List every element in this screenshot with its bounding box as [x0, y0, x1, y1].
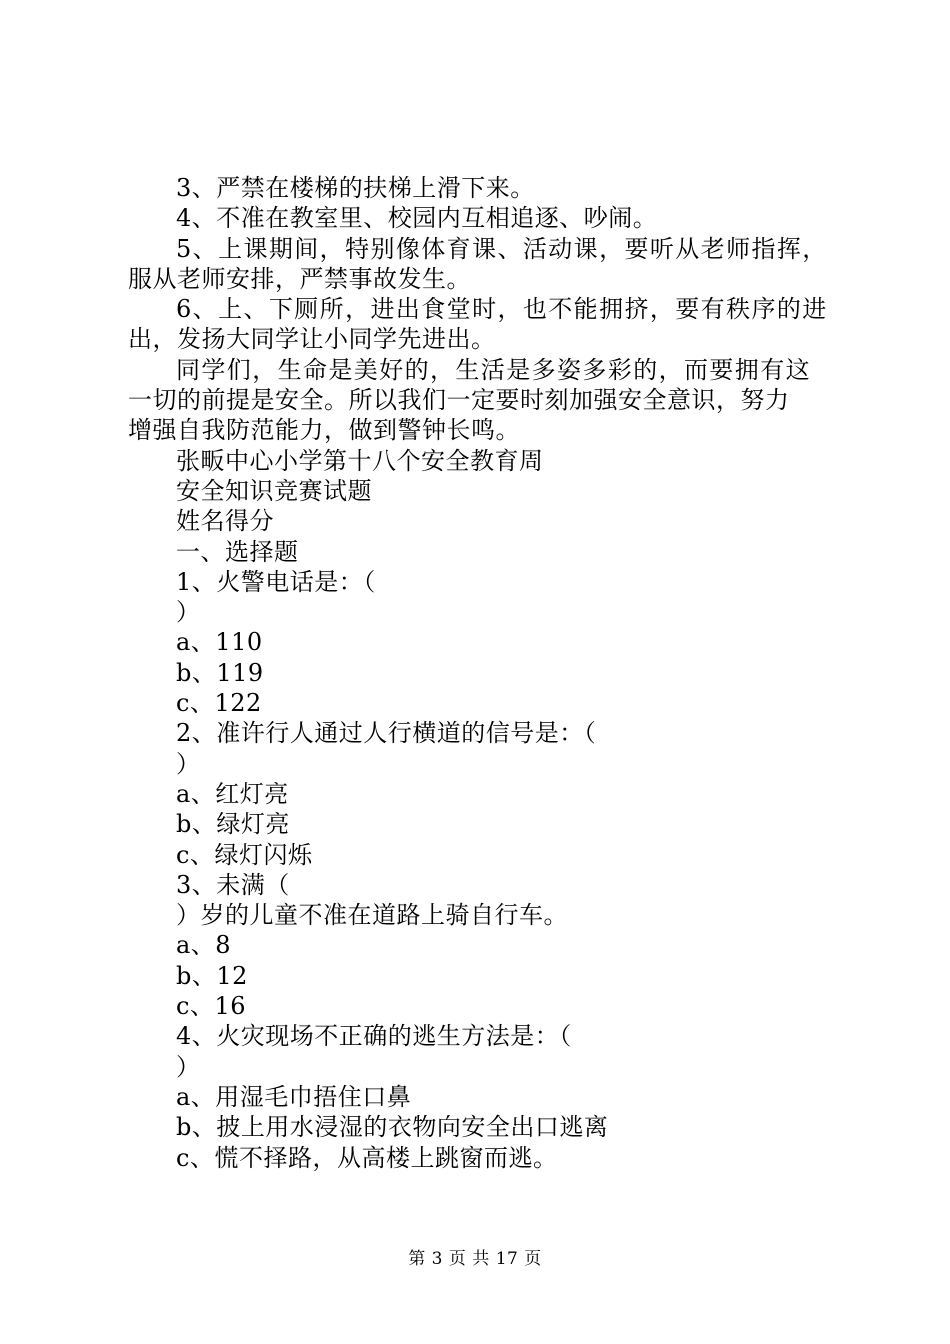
question-1-option-a: a、110 — [176, 628, 263, 657]
question-2: 2、准许行人通过人行横道的信号是：（ — [176, 719, 597, 748]
question-4-option-b: b、披上用水浸湿的衣物向安全出口逃离 — [176, 1113, 609, 1142]
document-body — [128, 173, 834, 1173]
closing-paragraph-line-3: 增强自我防范能力，做到警钟长鸣。 — [128, 416, 520, 445]
rule-line-4: 4、不准在教室里、校园内互相追逐、吵闹。 — [176, 204, 658, 233]
rule-line-5-cont: 服从老师安排，严禁事故发生。 — [128, 264, 471, 293]
question-3-option-c: c、16 — [176, 992, 246, 1021]
page-number-footer: 第 3 页 共 17 页 — [408, 1249, 542, 1269]
quiz-school-title: 张畈中心小学第十八个安全教育周 — [176, 446, 544, 475]
rule-line-5: 5、上课期间，特别像体育课、活动课，要听从老师指挥， — [176, 234, 828, 263]
question-2-blank: ） — [176, 749, 201, 778]
question-1-option-b: b、119 — [176, 658, 264, 687]
question-3: 3、未满（ — [176, 870, 290, 899]
rule-line-6-cont: 出，发扬大同学让小同学先进出。 — [128, 325, 496, 354]
question-3-option-a: a、8 — [176, 931, 232, 960]
question-3-cont: ）岁的儿童不准在道路上骑自行车。 — [176, 901, 568, 930]
closing-paragraph-line-1: 同学们，生命是美好的，生活是多姿多彩的，而要拥有这 — [176, 355, 811, 384]
quiz-title: 安全知识竞赛试题 — [176, 476, 372, 505]
question-1-blank: ） — [176, 598, 201, 627]
section-heading-choice: 一、选择题 — [176, 537, 299, 566]
rule-line-3: 3、严禁在楼梯的扶梯上滑下来。 — [176, 174, 535, 202]
question-4: 4、火灾现场不正确的逃生方法是：（ — [176, 1022, 572, 1051]
question-4-option-c: c、慌不择路，从高楼上跳窗而逃。 — [176, 1143, 558, 1172]
question-3-option-b: b、12 — [176, 961, 248, 990]
question-1: 1、火警电话是：（ — [176, 567, 376, 596]
question-1-option-c: c、122 — [176, 689, 262, 718]
question-2-option-b: b、绿灯亮 — [176, 810, 290, 839]
question-4-blank: ） — [176, 1052, 201, 1081]
name-score-line: 姓名得分 — [176, 507, 274, 536]
closing-paragraph-line-2: 一切的前提是安全。所以我们一定要时刻加强安全意识，努力 — [128, 386, 790, 415]
question-4-option-a: a、用湿毛巾捂住口鼻 — [176, 1082, 412, 1111]
rule-line-6: 6、上、下厕所，进出食堂时，也不能拥挤，要有秩序的进 — [176, 295, 828, 324]
question-2-option-a: a、红灯亮 — [176, 779, 289, 808]
question-2-option-c: c、绿灯闪烁 — [176, 840, 313, 869]
